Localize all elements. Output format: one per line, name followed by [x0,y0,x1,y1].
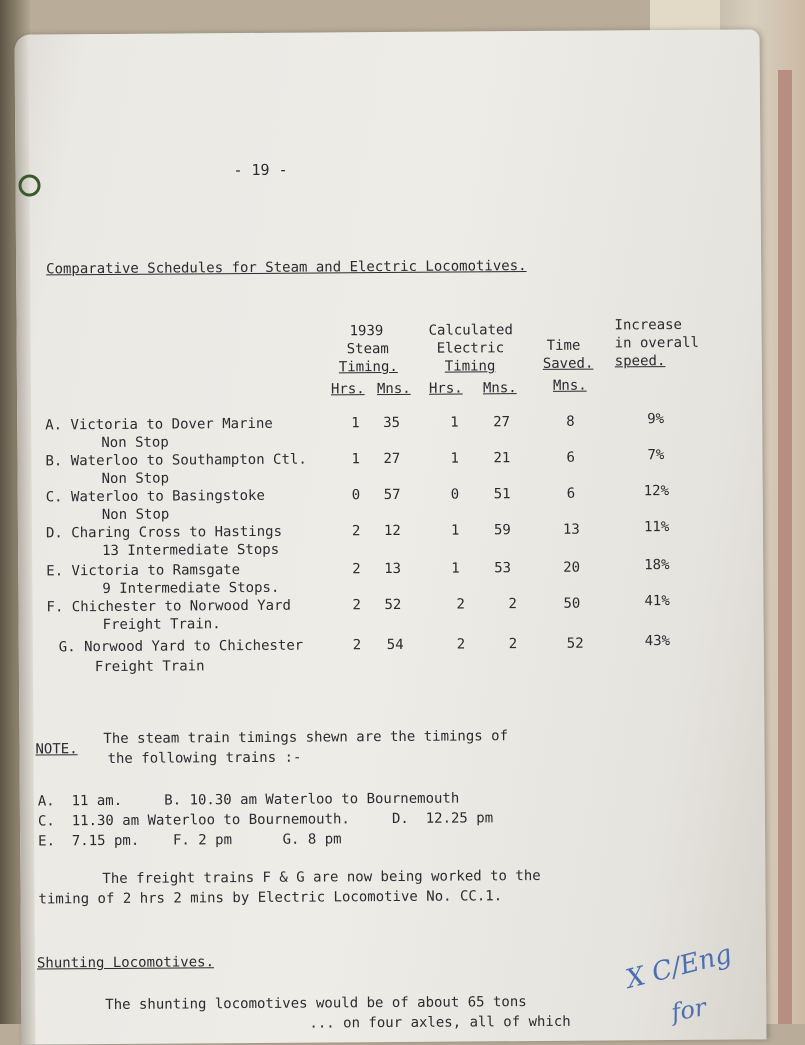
row-time-saved: 6 [566,449,575,466]
note-line-2: the following trains :- [107,749,302,767]
row-route: C. Waterloo to Basingstoke [45,487,265,506]
header-increase: Increase [614,316,683,334]
subheader-steam-mns: Mns. [376,380,411,398]
row-steam-hrs: 2 [352,637,362,654]
row-time-saved: 13 [562,521,580,538]
row-route-detail: Non Stop [101,470,170,488]
row-route: E. Victoria to Ramsgate [46,562,241,580]
row-route: A. Victoria to Dover Marine [45,415,273,434]
row-electric-hrs: 1 [450,414,459,431]
freight-line-1: The freight trains F & G are now being worked to the [102,867,541,888]
table-row [18,519,763,560]
binding-ring [18,174,40,196]
row-electric-mns: 2 [508,636,518,653]
shunting-line-1: The shunting locomotives would be of about 65 tons [105,994,527,1014]
folder-edge-red [778,70,792,1024]
row-electric-hrs: 1 [450,450,459,467]
row-increase: 12% [643,483,670,500]
row-steam-mns: 54 [386,636,404,654]
row-time-saved: 8 [566,413,575,430]
header-electric-word: Electric [436,340,505,357]
row-steam-hrs: 2 [352,561,361,578]
header-saved: Saved. [542,355,594,372]
row-increase: 41% [644,593,670,610]
row-electric-mns: 2 [508,596,517,613]
row-electric-hrs: 0 [450,486,460,503]
note-trains-line-1: A. 11 am. B. 10.30 am Waterloo to Bournemouth [37,790,460,810]
subheader-saved-mns: Mns. [552,377,587,394]
row-steam-mns: 27 [383,450,401,468]
row-time-saved: 52 [566,635,584,652]
row-electric-hrs: 1 [451,560,460,577]
row-steam-hrs: 2 [352,597,361,614]
subheader-electric-mns: Mns. [482,380,517,397]
note-trains-line-3: E. 7.15 pm. F. 2 pm G. 8 pm [38,831,342,850]
row-increase: 11% [643,519,670,536]
row-increase: 18% [644,557,670,574]
row-electric-hrs: 2 [456,596,465,613]
row-electric-hrs: 1 [450,522,460,539]
row-route: F. Chichester to Norwood Yard [46,597,291,616]
header-speed: speed. [614,353,666,370]
row-increase: 9% [647,411,665,428]
shunting-line-2: ... on four axles, all of which [309,1013,571,1032]
row-increase: 7% [647,447,665,464]
row-route-detail: 13 Intermediate Stops [102,541,280,560]
row-electric-hrs: 2 [456,636,466,653]
row-electric-mns: 27 [493,414,511,431]
header-electric-calculated: Calculated [428,322,513,339]
row-time-saved: 50 [563,595,581,612]
header-steam-year: 1939 [349,323,384,340]
subheader-electric-hrs: Hrs. [428,380,463,397]
row-electric-mns: 59 [493,522,511,539]
table-row [18,593,763,634]
header-time: Time [546,337,581,354]
row-steam-mns: 13 [384,560,402,578]
row-steam-hrs: 1 [351,451,360,468]
document-page [14,29,766,1044]
row-steam-mns: 52 [384,596,402,614]
row-electric-mns: 21 [493,450,511,467]
note-label: NOTE. [35,741,78,758]
note-trains-line-2: C. 11.30 am Waterloo to Bournemouth. D. 12.25 pm [37,810,494,830]
row-route-detail: Freight Train [94,658,205,676]
row-steam-mns: 57 [383,486,401,504]
subheader-steam-hrs: Hrs. [330,381,365,398]
page-number: - 19 - [233,160,288,180]
header-electric-timing: Timing [444,358,496,375]
header-steam-timing: Timing. [338,358,398,376]
row-steam-mns: 35 [383,414,401,432]
row-route: B. Waterloo to Southampton Ctl. [45,451,307,470]
row-route-detail: 9 Intermediate Stops. [102,579,280,598]
row-time-saved: 6 [566,485,576,502]
row-route: G. Norwood Yard to Chichester [58,637,304,656]
row-increase: 43% [644,633,671,650]
header-steam-word: Steam [346,341,389,358]
handwritten-note-line-1: X C/Eng [622,939,735,995]
document-title: Comparative Schedules for Steam and Electric Locomotives. [46,258,527,278]
handwritten-note-line-2: for [669,993,709,1027]
row-time-saved: 20 [563,559,581,576]
row-steam-hrs: 2 [351,523,361,540]
row-route-detail: Freight Train. [102,616,221,634]
shunting-heading: Shunting Locomotives. [36,954,215,972]
row-electric-mns: 51 [493,486,511,503]
row-steam-mns: 12 [383,522,401,540]
table-row [19,633,764,674]
row-route-detail: Non Stop [101,434,169,452]
row-steam-hrs: 1 [351,415,360,432]
row-route: D. Charing Cross to Hastings [45,523,283,542]
header-in-overall: in overall [614,334,700,352]
note-line-1: The steam train timings shewn are the timings of [103,728,509,748]
freight-line-2: timing of 2 hrs 2 mins by Electric Locomotive No. CC.1. [38,888,503,908]
row-route-detail: Non Stop [101,506,170,524]
row-electric-mns: 53 [494,560,512,577]
row-steam-hrs: 0 [351,487,361,504]
